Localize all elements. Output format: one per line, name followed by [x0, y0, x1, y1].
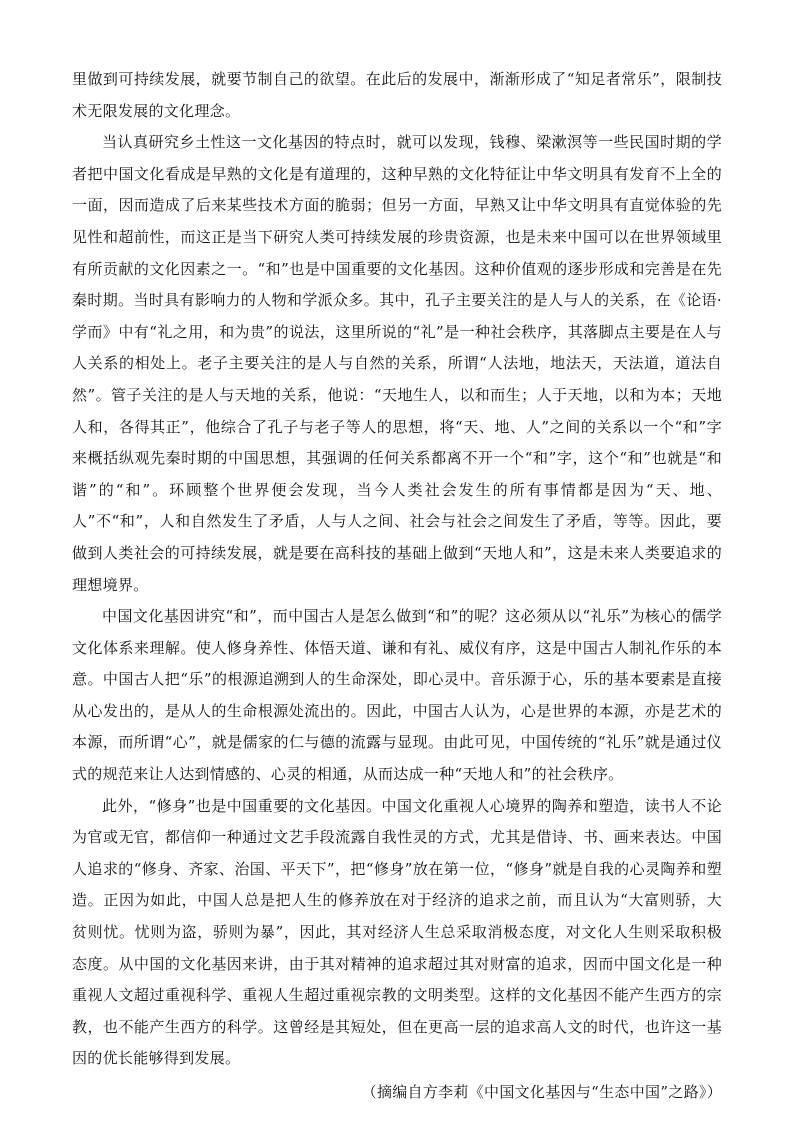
- source-citation: （摘编自方李莉《中国文化基因与“生态中国”之路》）: [361, 1083, 722, 1101]
- article-body: [72, 64, 722, 1109]
- paragraph-4: 此外，“修身”也是中国重要的文化基因。中国文化重视人心境界的陶养和塑造，读书人不论为官或无官，都信仰一种通过文艺手段流露自我性灵的方式，尤其是借诗、书、画来表达。中国人追求的“修身、齐家、治国、平天下”，把“修身”放在第一位，“修身”就是自我的心灵陶养和塑造。正因为如此，中国人总是把人生的修养放在对于经济的追求之前，而且认为“大富则骄，大贫则忧。忧则为盗，骄则为暴”，因此，其对经济人生总采取消极态度，对文化人生则采取积极态度。从中国的文化基因来讲，由于其对精神的追求超过其对财富的追求，因而中国文化是一种重视人文超过重视科学、重视人生超过重视宗教的文明类型。这样的文化基因不能产生西方的宗教，也不能产生西方的科学。这曾经是其短处，但在更高一层的追求高人文的时代，也许这一基因的优长能够得到发展。: [72, 796, 722, 1068]
- paragraph-2: 当认真研究乡土性这一文化基因的特点时，就可以发现，钱穆、梁漱溟等一些民国时期的学者把中国文化看成是早熟的文化是有道理的，这种早熟的文化特征让中华文明具有发育不上全的一面，因而造成了后来某些技术方面的脆弱；但另一方面，早熟又让中华文明具有直觉体验的先见性和超前性，而这正是当下研究人类可持续发展的珍贵资源，也是未来中国可以在世界领域里有所贡献的文化因素之一。“和”也是中国重要的文化基因。这种价值观的逐步形成和完善是在先秦时期。当时具有影响力的人物和学派众多。其中，孔子主要关注的是人与人的关系，在《论语·学而》中有“礼之用，和为贵”的说法，这里所说的“礼”是一种社会秩序，其落脚点主要是在人与人关系的相处上。老子主要关注的是人与自然的关系，所谓“人法地，地法天，天法道，道法自然”。管子关注的是人与天地的关系，他说：“天地生人，以和而生；人于天地，以和为本；天地人和，各得其正”，他综合了孔子与老子等人的思想，将“天、地、人”之间的关系以一个“和”字来概括纵观先秦时期的中国思想，其强调的任何关系都离不开一个“和”字，这个“和”也就是“和谐”的“和”。环顾整个世界便会发现，当今人类社会发生的所有事情都是因为“天、地、人”不“和”，人和自然发生了矛盾，人与人之间、社会与社会之间发生了矛盾，等等。因此，要做到人类社会的可持续发展，就是要在高科技的基础上做到“天地人和”，这是未来人类要追求的理想境界。: [72, 133, 722, 594]
- paragraph-1: 里做到可持续发展，就要节制自己的欲望。在此后的发展中，渐渐形成了“知足者常乐”，限制技术无限发展的文化理念。: [72, 70, 722, 120]
- paragraph-3: 中国文化基因讲究“和”，而中国古人是怎么做到“和”的呢？这必须从以“礼乐”为核心的儒学文化体系来理解。使人修身养性、体悟天道、谦和有礼、威仪有序，这是中国古人制礼作乐的本意。中国古人把“乐”的根源追溯到人的生命深处，即心灵中。音乐源于心，乐的基本要素是直接从心发出的，是从人的生命根源处流出的。因此，中国古人认为，心是世界的本源，亦是艺术的本源，而所谓“心”，就是儒家的仁与德的流露与显现。由此可见，中国传统的“礼乐”就是通过仪式的规范来让人达到情感的、心灵的相通，从而达成一种“天地人和”的社会秩序。: [72, 607, 722, 784]
